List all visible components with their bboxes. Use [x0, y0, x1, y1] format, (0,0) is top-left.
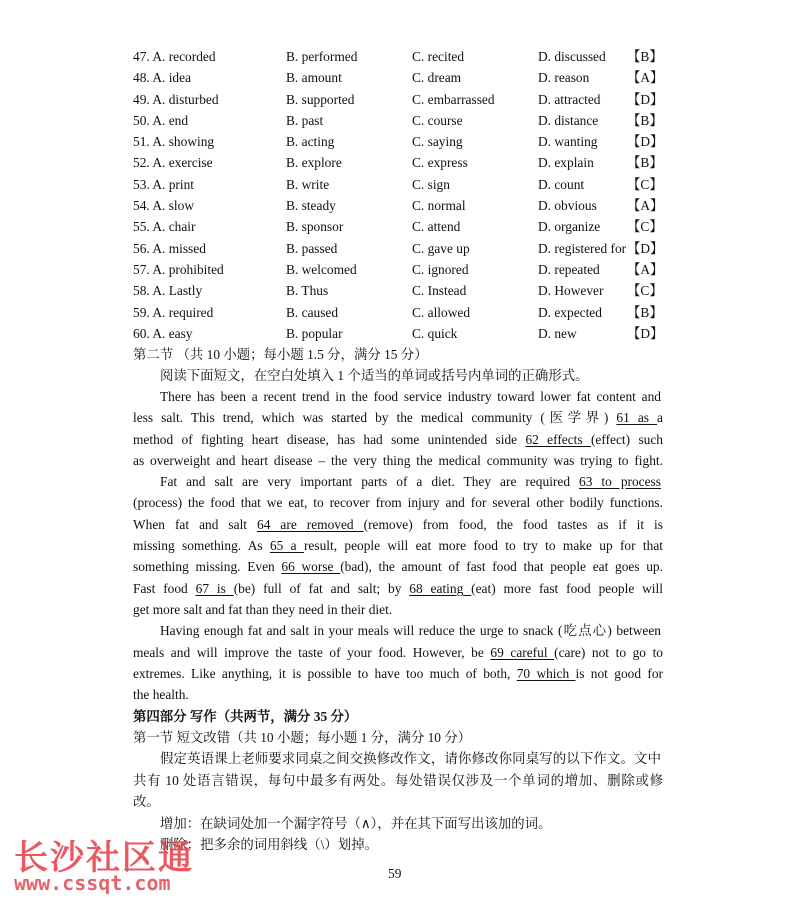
option-d: D. discussed: [538, 49, 606, 64]
answer-row: [133, 152, 673, 173]
question-option-a: 56. A. missed: [133, 240, 206, 256]
option-c: C. sign: [412, 176, 450, 192]
question-option-a: 54. A. slow: [133, 198, 195, 214]
option-d: D. obvious: [538, 198, 597, 214]
option-d: D. expected: [538, 304, 602, 320]
option-d: D. new: [538, 325, 577, 341]
option-d: D. wanting: [538, 134, 598, 150]
correct-answer: 【D】: [627, 91, 664, 107]
option-c: C. course: [412, 112, 463, 128]
correct-answer: 【A】: [627, 70, 664, 86]
option-b: B. Thus: [286, 283, 329, 299]
answer-blank-61: 61 as: [616, 410, 658, 425]
option-b: B. acting: [286, 134, 335, 150]
option-d: D. count: [538, 176, 585, 192]
option-d: D. repeated: [538, 261, 600, 277]
answer-row: [133, 131, 673, 152]
correct-answer: 【C】: [627, 176, 663, 192]
passage-line: When fat and salt 64 are removed (remove) from food, the food tastes as if it is: [133, 517, 663, 532]
option-b: B. caused: [286, 304, 339, 320]
instruction-line: 改。: [133, 794, 160, 809]
option-c: C. saying: [412, 134, 463, 150]
answer-row: [133, 110, 673, 131]
passage-line: (process) the food that we eat, to recover from injury and for several other bodily functions.: [133, 495, 663, 510]
question-option-a: 51. A. showing: [133, 134, 215, 150]
option-b: B. steady: [286, 198, 336, 214]
answer-blank-62: 62 effects: [525, 432, 591, 447]
part4-title: 第四部分 写作（共两节，满分 35 分）: [133, 709, 358, 724]
option-c: C. dream: [412, 70, 462, 86]
option-c: C. Instead: [412, 283, 467, 299]
option-b: B. passed: [286, 240, 338, 256]
correct-answer: 【B】: [627, 304, 663, 320]
answer-blank-70: 70 which: [516, 666, 576, 681]
correct-answer: 【A】: [627, 198, 664, 214]
answer-row: [133, 259, 673, 280]
question-option-a: 59. A. required: [133, 304, 214, 320]
passage-line: There has been a recent trend in the food service industry toward lower fat content and: [160, 389, 661, 404]
passage-line: something missing. Even 66 worse (bad), the amount of fast food that people eat goes up.: [133, 559, 663, 574]
question-option-a: 60. A. easy: [133, 325, 193, 341]
correct-answer: 【B】: [627, 49, 663, 64]
watermark-logo: 长沙社区通: [14, 838, 194, 878]
correct-answer: 【D】: [627, 240, 664, 256]
option-c: C. recited: [412, 49, 465, 64]
correct-answer: 【C】: [627, 219, 663, 235]
option-b: B. write: [286, 176, 330, 192]
answer-row: [133, 238, 673, 259]
option-c: C. express: [412, 155, 468, 171]
answer-blank-67: 67 is: [195, 581, 234, 596]
instruction-delete: 删除：把多余的词用斜线（\）划掉。: [160, 837, 378, 852]
answer-blank-65: 65 a: [269, 538, 304, 553]
option-d: D. registered for: [538, 240, 627, 256]
question-option-a: 53. A. print: [133, 176, 195, 192]
answer-row: [133, 323, 673, 344]
passage-line: missing something. As 65 a result, people will eat more food to try to make up for that: [133, 538, 664, 553]
passage-line: method of fighting heart disease, has had some unintended side 62 effects (effect) such: [133, 432, 663, 447]
option-d: D. distance: [538, 112, 599, 128]
passage-line: extremes. Like anything, it is possible to have too much of both, 70 which is not good for: [133, 666, 663, 681]
correct-answer: 【D】: [627, 325, 664, 341]
option-b: B. explore: [286, 155, 342, 171]
passage-line: Fat and salt are very important parts of a diet. They are required 63 to process: [160, 474, 661, 489]
answer-row: [133, 195, 673, 216]
passage-line: the health.: [133, 687, 189, 702]
passage-line: get more salt and fat than they need in their diet.: [133, 602, 393, 617]
answer-row: [133, 174, 673, 195]
correct-answer: 【B】: [627, 112, 663, 128]
option-c: C. ignored: [412, 261, 469, 277]
option-c: C. gave up: [412, 240, 470, 256]
answer-row: [133, 280, 673, 301]
option-d: D. attracted: [538, 91, 601, 107]
option-d: D. However: [538, 283, 604, 299]
option-c: C. allowed: [412, 304, 471, 320]
answer-row: [133, 302, 673, 323]
option-c: C. quick: [412, 325, 458, 341]
answer-row: [133, 89, 673, 110]
watermark-url: www.cssqt.com: [14, 871, 171, 895]
question-option-a: 57. A. prohibited: [133, 261, 224, 277]
correct-answer: 【D】: [627, 134, 664, 150]
question-option-a: 49. A. disturbed: [133, 91, 219, 107]
answer-blank-68: 68 eating: [409, 581, 472, 596]
answer-blank-64: 64 are removed: [257, 517, 364, 532]
correct-answer: 【A】: [627, 261, 664, 277]
option-c: C. normal: [412, 198, 466, 214]
passage-line: as overweight and heart disease – the very thing the medical community was trying to fight.: [133, 453, 663, 468]
option-d: D. explain: [538, 155, 594, 171]
option-b: B. supported: [286, 91, 355, 107]
part4-section1-title: 第一节 短文改错（共 10 小题；每小题 1 分，满分 10 分）: [133, 730, 472, 745]
answer-blank-66: 66 worse: [281, 559, 341, 574]
question-option-a: 55. A. chair: [133, 219, 196, 235]
option-c: C. embarrassed: [412, 91, 495, 107]
answer-blank-63: 63 to process: [579, 474, 661, 489]
correct-answer: 【B】: [627, 155, 663, 171]
answer-blank-69: 69 careful: [490, 645, 555, 660]
option-d: D. organize: [538, 219, 601, 235]
question-option-a: 47. A. recorded: [133, 49, 216, 64]
question-option-a: 48. A. idea: [133, 70, 192, 86]
instruction-line: 假定英语课上老师要求同桌之间交换修改作文，请你修改你同桌写的以下作文。文中: [160, 751, 661, 766]
option-b: B. sponsor: [286, 219, 344, 235]
section2-title: 第二节 （共 10 小题；每小题 1.5 分，满分 15 分）: [133, 347, 428, 362]
passage-line: Fast food 67 is (be) full of fat and salt; by 68 eating (eat) more fast food people will: [133, 581, 663, 596]
correct-answer: 【C】: [627, 283, 663, 299]
question-option-a: 58. A. Lastly: [133, 283, 203, 299]
answer-row: [133, 216, 673, 237]
option-b: B. welcomed: [286, 261, 357, 277]
passage-line: meals and will improve the taste of your food. However, be 69 careful (care) not to go to: [133, 645, 663, 660]
option-b: B. amount: [286, 70, 342, 86]
question-option-a: 52. A. exercise: [133, 155, 213, 171]
passage-line: less salt. This trend, which was started by the medical community (医学界) 61 as a: [133, 410, 663, 425]
page-number: 59: [388, 866, 402, 881]
option-b: B. popular: [286, 325, 343, 341]
answer-row: [133, 67, 673, 88]
instruction-add: 增加：在缺词处加一个漏字符号（∧），并在其下面写出该加的词。: [160, 816, 552, 831]
section2-instruction: 阅读下面短文，在空白处填入 1 个适当的单词或括号内单词的正确形式。: [160, 368, 589, 383]
option-c: C. attend: [412, 219, 461, 235]
option-b: B. performed: [286, 49, 358, 64]
answer-row: [133, 46, 673, 67]
option-b: B. past: [286, 112, 324, 128]
passage-line: Having enough fat and salt in your meals will reduce the urge to snack (吃点心) between: [160, 623, 661, 638]
instruction-line: 共有 10 处语言错误，每句中最多有两处。每处错误仅涉及一个单词的增加、删除或修: [133, 773, 663, 788]
answer-key-table: [133, 46, 673, 344]
option-d: D. reason: [538, 70, 590, 86]
question-option-a: 50. A. end: [133, 112, 189, 128]
